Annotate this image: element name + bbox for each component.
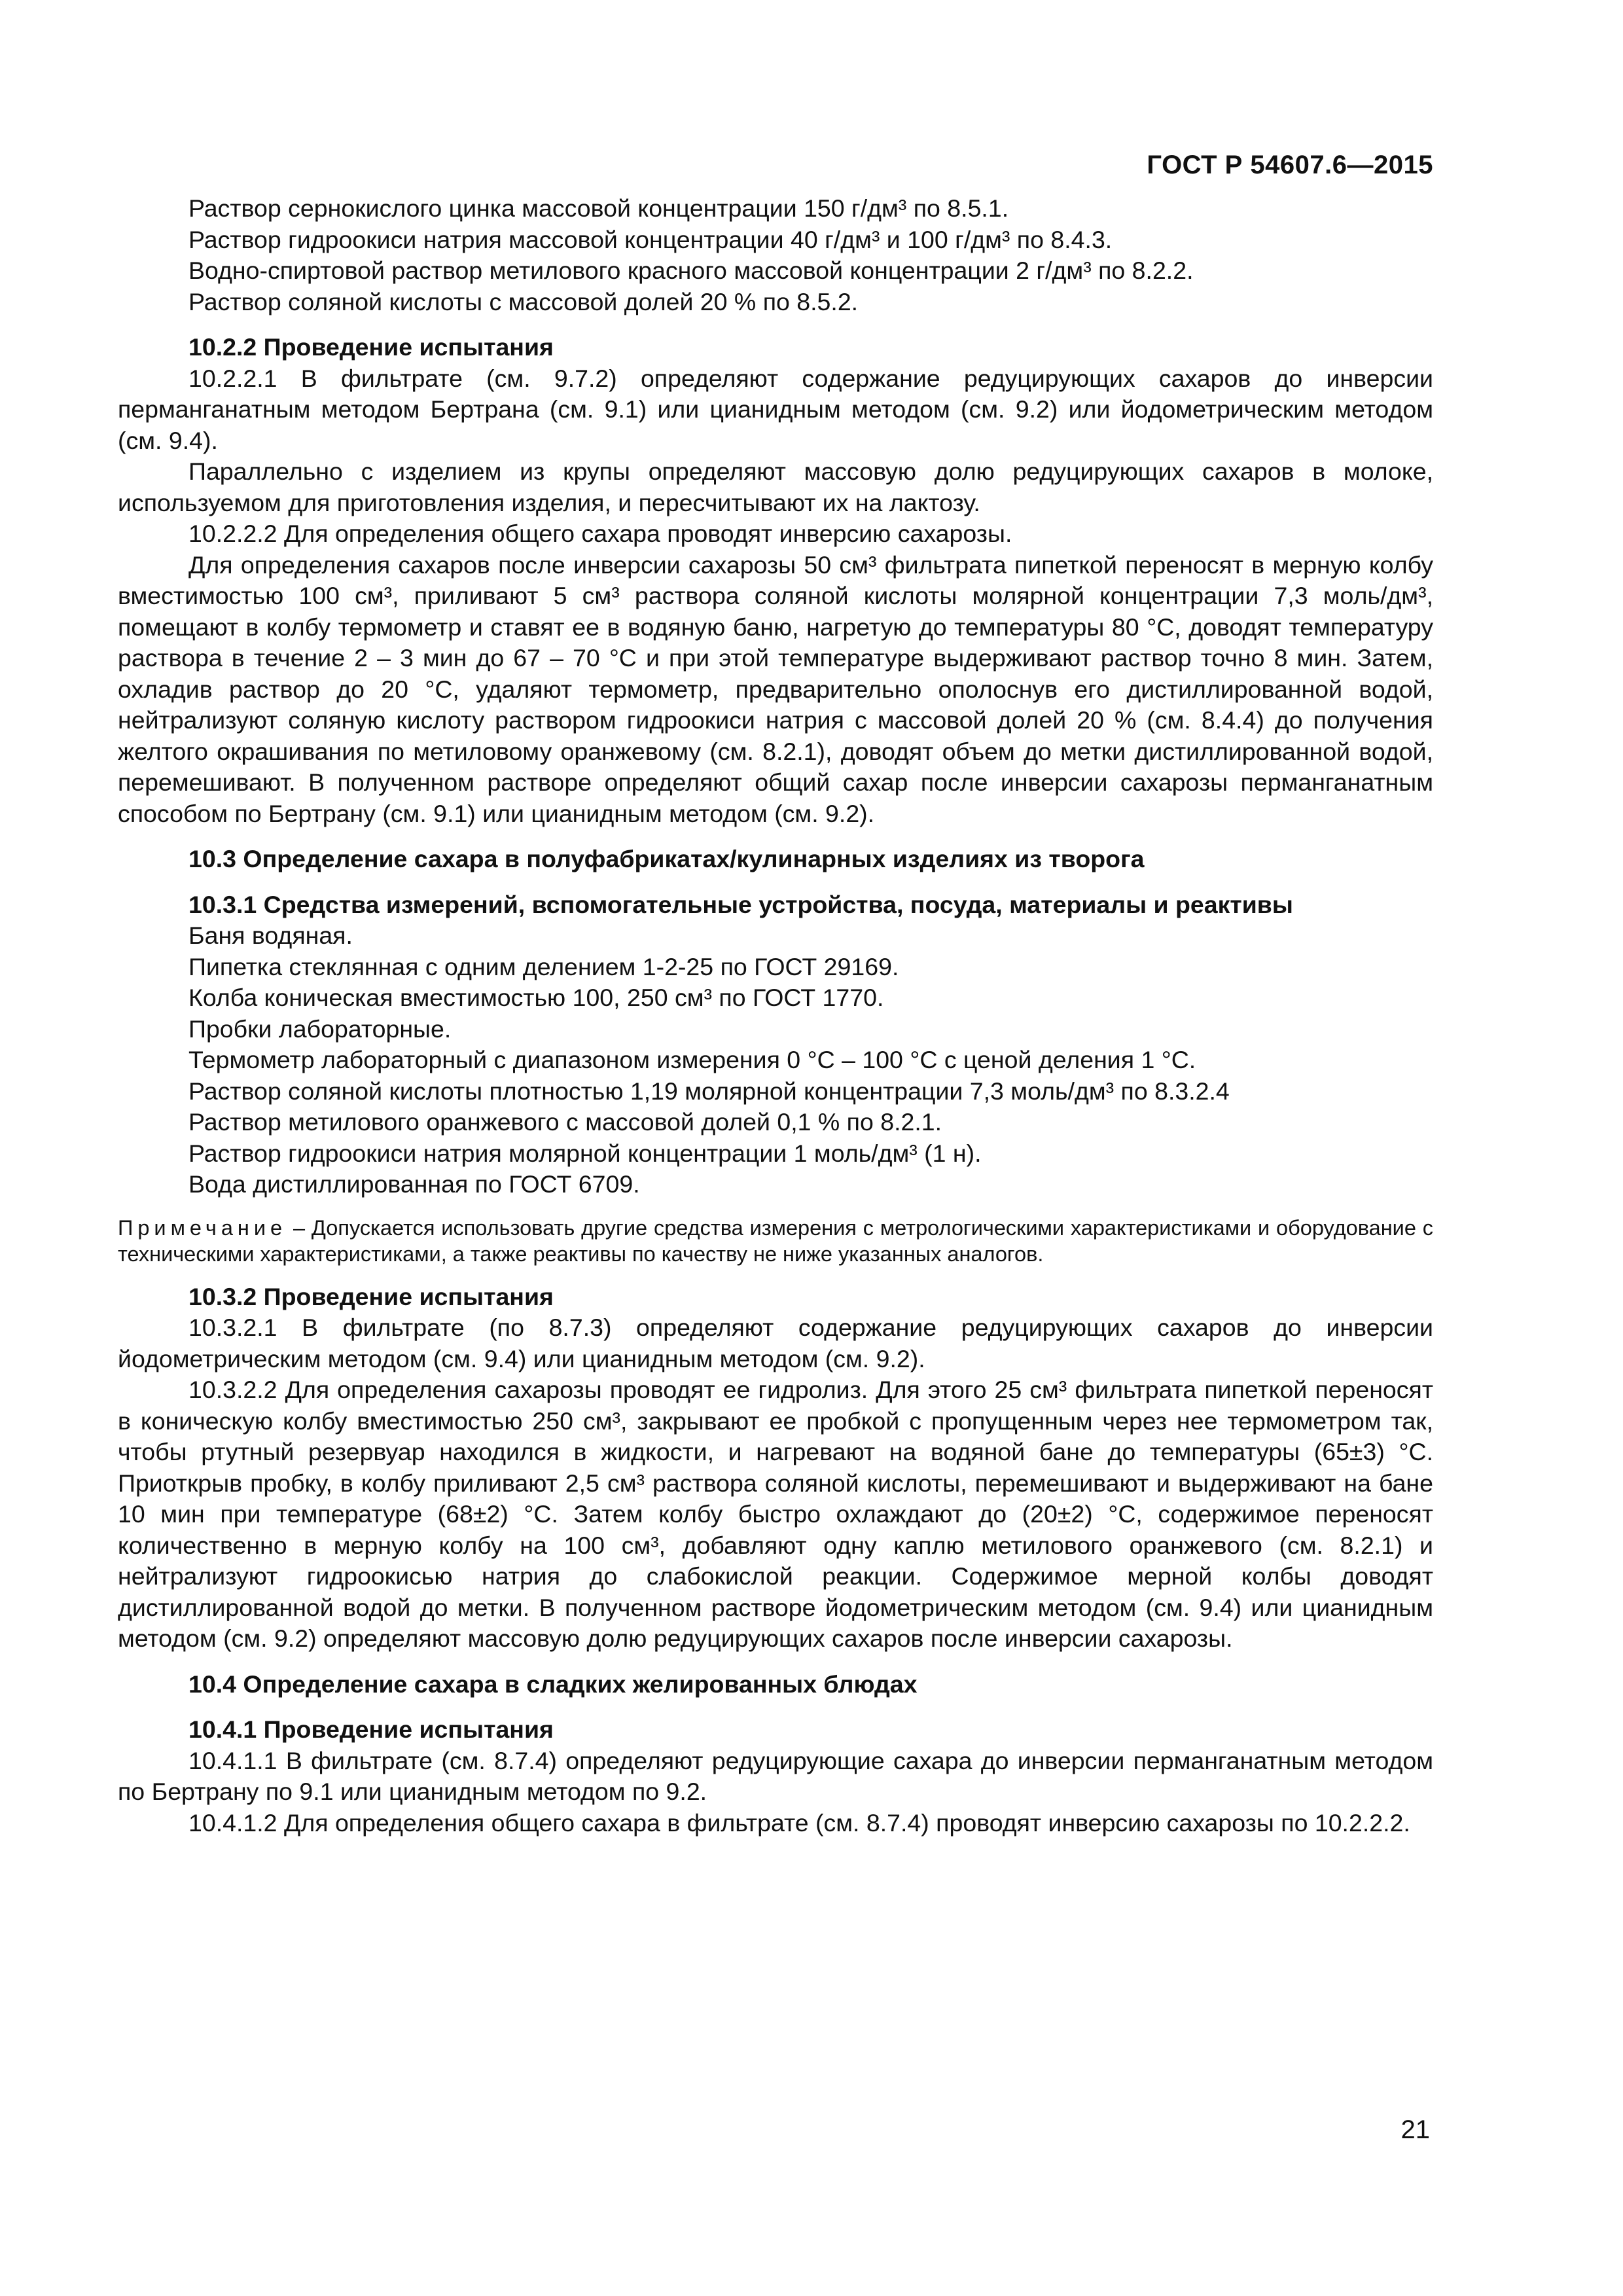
body-paragraph: Раствор сернокислого цинка массовой концентрации 150 г/дм³ по 8.5.1. xyxy=(188,194,1009,222)
body-paragraph: Раствор соляной кислоты плотностью 1,19 молярной концентрации 7,3 моль/дм³ по 8.3.2.4 xyxy=(188,1077,1230,1105)
body-paragraph: Пробки лабораторные. xyxy=(188,1014,452,1043)
body-paragraph: Вода дистиллированная по ГОСТ 6709. xyxy=(188,1170,640,1198)
body-paragraph: 10.2.2.1 В фильтрате (см. 9.7.2) определяют содержание редуцирующих сахаров до инверсии перманганатным методом Бертрана (см. 9.1) или цианидным методом (см. 9.2) или йодометрическим методом (см. 9.4). xyxy=(118,364,1433,454)
body-paragraph: Раствор гидроокиси натрия массовой концентрации 40 г/дм³ и 100 г/дм³ по 8.4.3. xyxy=(188,225,1113,253)
body-paragraph: 10.3.2.1 В фильтрате (по 8.7.3) определяют содержание редуцирующих сахаров до инверсии йодометрическим методом (см. 9.4) или цианидным методом (см. 9.2). xyxy=(118,1314,1433,1372)
body-paragraph: Параллельно с изделием из крупы определяют массовую долю редуцирующих сахаров в молоке, используемом для приготовления изделия, и пересчитывают их на лактозу. xyxy=(118,457,1433,516)
body-paragraph: Баня водяная. xyxy=(188,922,353,949)
section-heading: 10.3.1 Средства измерений, вспомогательные устройства, посуда, материалы и реактивы xyxy=(188,890,1293,918)
document-body xyxy=(118,193,1433,1839)
section-heading: 10.4 Определение сахара в сладких желированных блюдах xyxy=(188,1670,918,1698)
body-paragraph: Пипетка стеклянная с одним делением 1-2-25 по ГОСТ 29169. xyxy=(188,952,899,980)
paragraph-group-1 xyxy=(118,193,1433,1200)
body-paragraph: Колба коническая вместимостью 100, 250 см³ по ГОСТ 1770. xyxy=(188,984,884,1011)
section-heading: 10.3 Определение сахара в полуфабрикатах/кулинарных изделиях из творога xyxy=(188,845,1145,872)
note-text: – Допускается использовать другие средства измерения с метрологическими характеристиками и оборудование с техническими характеристиками, а также реактивы по качеству не ниже указанных аналогов. xyxy=(118,1215,1433,1266)
body-paragraph: Водно-спиртовой раствор метилового красного массовой концентрации 2 г/дм³ по 8.2.2. xyxy=(188,257,1194,284)
page-number: 21 xyxy=(1400,2115,1430,2144)
note-paragraph xyxy=(118,1215,1433,1267)
body-paragraph: 10.3.2.2 Для определения сахарозы проводят ее гидролиз. Для этого 25 см³ фильтрата пипеткой переносят в коническую колбу вместимостью 250 см³, закрывают ее пробкой с пропущенным через нее термометром так, чтобы ртутный резервуар находился в жидкости, и нагревают на водяной бане до температуры (65±3) °С. Приоткрыв пробку, в колбу приливают 2,5 см³ раствора соляной кислоты, перемешивают и выдерживают на бане 10 мин при температуре (68±2) °С. Затем колбу быстро охлаждают до (20±2) °С, содержимое переносят количественно в мерную колбу на 100 см³, добавляют одну каплю метилового оранжевого (см. 8.2.1) и нейтрализуют гидроокисью натрия до слабокислой реакции. Содержимое мерной колбы доводят дистиллированной водой до метки. В полученном растворе йодометрическим методом (см. 9.4) или цианидным методом (см. 9.2) определяют массовую долю редуцирующих сахаров после инверсии сахарозы. xyxy=(118,1376,1433,1652)
paragraph-group-2 xyxy=(118,1282,1433,1839)
body-paragraph: 10.4.1.1 В фильтрате (см. 8.7.4) определяют редуцирующие сахара до инверсии перманганатным методом по Бертрану по 9.1 или цианидным методом по 9.2. xyxy=(118,1746,1433,1805)
body-paragraph: Раствор метилового оранжевого с массовой долей 0,1 % по 8.2.1. xyxy=(188,1108,942,1136)
section-heading: 10.4.1 Проведение испытания xyxy=(188,1715,554,1743)
body-paragraph: 10.4.1.2 Для определения общего сахара в фильтрате (см. 8.7.4) проводят инверсию сахарозы по 10.2.2.2. xyxy=(188,1808,1410,1837)
document-header: ГОСТ Р 54607.6—2015 xyxy=(1147,151,1433,179)
body-paragraph: Для определения сахаров после инверсии сахарозы 50 см³ фильтрата пипеткой переносят в мерную колбу вместимостью 100 см³, приливают 5 см³ раствора соляной кислоты молярной концентрации 7,3 моль/дм³, помещают в колбу термометр и ставят ее в водяную баню, нагретую до температуры 80 °С, доводят температуру раствора в течение 2 – 3 мин до 67 – 70 °С и при этой температуре выдерживают раствор точно 8 мин. Затем, охладив раствор до 20 °С, удаляют термометр, предварительно ополоснув его дистиллированной водой, нейтрализуют соляную кислоту раствором гидроокиси натрия с массовой долей 20 % (см. 8.4.4) до получения желтого окрашивания по метиловому оранжевому (см. 8.2.1), доводят объем до метки дистиллированной водой, перемешивают. В полученном растворе определяют общий сахар после инверсии сахарозы перманганатным способом по Бертрану (см. 9.1) или цианидным методом (см. 9.2). xyxy=(118,550,1433,827)
body-paragraph: Термометр лабораторный с диапазоном измерения 0 °С – 100 °С с ценой деления 1 °С. xyxy=(188,1046,1196,1073)
body-paragraph: 10.2.2.2 Для определения общего сахара проводят инверсию сахарозы. xyxy=(188,520,1012,547)
section-heading: 10.2.2 Проведение испытания xyxy=(188,333,554,361)
body-paragraph: Раствор соляной кислоты с массовой долей 20 % по 8.5.2. xyxy=(188,287,859,315)
note-label: Примечание xyxy=(118,1215,287,1240)
body-paragraph: Раствор гидроокиси натрия молярной концентрации 1 моль/дм³ (1 н). xyxy=(188,1139,982,1167)
section-heading: 10.3.2 Проведение испытания xyxy=(188,1282,554,1310)
